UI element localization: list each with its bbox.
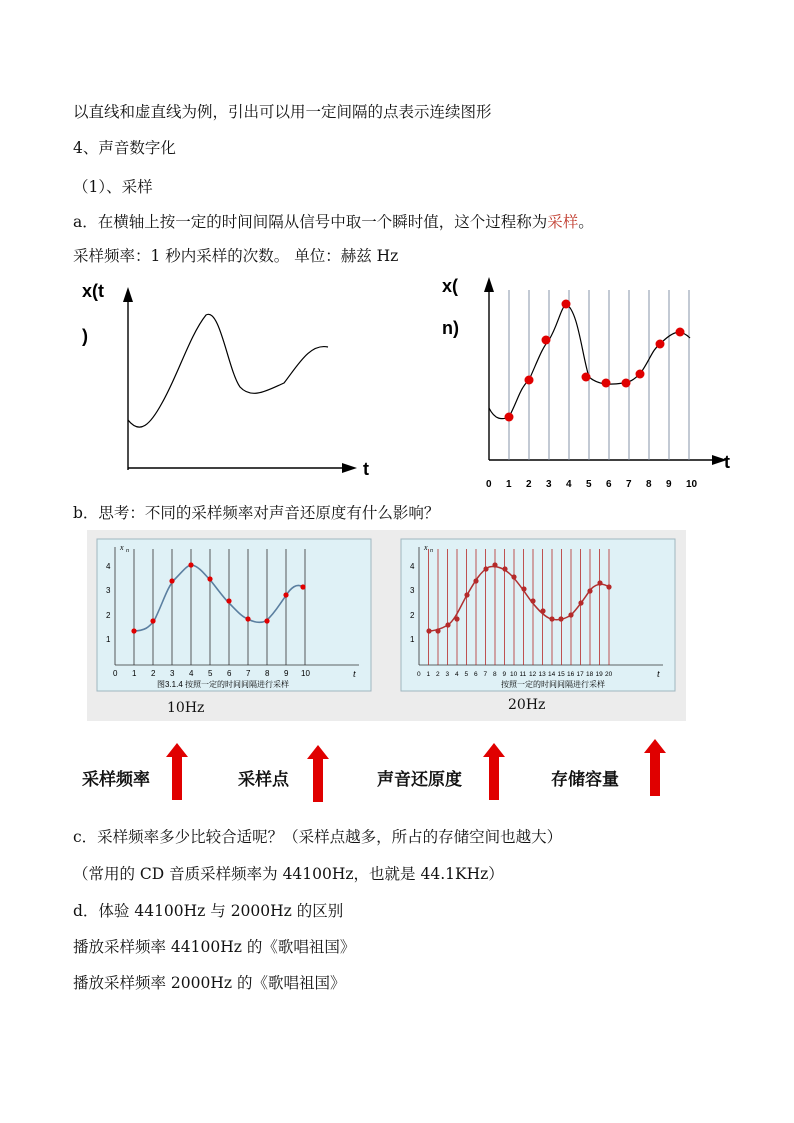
x-tick-label: 8 — [265, 669, 270, 678]
sample-point — [549, 616, 554, 621]
sample-point — [530, 598, 535, 603]
sample-point — [602, 379, 611, 388]
x-tick-label: 2 — [526, 479, 532, 490]
x-tick-label: 7 — [246, 669, 251, 678]
x-tick-label: 6 — [606, 479, 612, 490]
sample-point — [622, 379, 631, 388]
signal-curve — [128, 314, 328, 427]
x-tick-label: 1 — [506, 479, 512, 490]
x-tick-label: 10 — [301, 669, 310, 678]
experience-line: d．体验 44100Hz 与 2000Hz 的区别 — [73, 902, 344, 920]
sample-point — [597, 580, 602, 585]
sample-point — [464, 592, 469, 597]
definition-line — [73, 210, 594, 232]
definition-end: 。 — [578, 213, 594, 231]
sample-point — [568, 612, 573, 617]
text-line-1: 以直线和虚直线为例，引出可以用一定间隔的点表示连续图形 — [73, 103, 492, 121]
figure-caption: 图3.1.4 按照一定的时间间隔进行采样 — [157, 680, 290, 689]
sample-point — [188, 562, 193, 567]
sample-point — [505, 413, 514, 422]
x-tick-label: 9 — [666, 479, 672, 490]
sample-point — [492, 562, 497, 567]
y-axis-subscript: n — [126, 548, 129, 554]
x-axis-label: t — [657, 669, 660, 680]
sample-point — [169, 578, 174, 583]
sample-point — [540, 608, 545, 613]
sample-point — [483, 566, 488, 571]
x-tick-label: 10 — [686, 479, 698, 490]
x-tick-label: 8 — [493, 671, 497, 678]
x-tick-label: 5 — [208, 669, 213, 678]
y-axis-label: x — [120, 543, 124, 552]
sample-point — [207, 576, 212, 581]
x-tick-label: 8 — [646, 479, 652, 490]
subsection-heading: （1）、采样 — [73, 178, 153, 196]
x-tick-label: 3 — [170, 669, 175, 678]
x-tick-label: 4 — [566, 479, 572, 490]
label-10hz: 10Hz — [167, 700, 205, 716]
y-tick-label: 1 — [410, 635, 415, 644]
y-axis-label-bottom: ) — [82, 326, 88, 346]
y-tick-label: 3 — [106, 586, 111, 595]
sample-point — [426, 628, 431, 633]
y-axis-label: x — [424, 543, 428, 552]
x-tick-label: 4 — [189, 669, 194, 678]
definition-text: a．在横轴上按一定的时间间隔从信号中取一个瞬时值，这个过程称为 — [73, 213, 548, 231]
y-tick-label: 4 — [410, 562, 415, 571]
sampled-signal-graph — [440, 270, 750, 495]
cd-quality-note: （常用的 CD 音质采样频率为 44100Hz，也就是 44.1KHz） — [73, 865, 504, 883]
sample-point — [283, 592, 288, 597]
sample-point — [502, 566, 507, 571]
sample-point — [656, 340, 665, 349]
sample-point — [226, 598, 231, 603]
x-tick-label: 18 — [586, 671, 594, 678]
x-tick-label: 13 — [538, 671, 546, 678]
y-tick-label: 3 — [410, 586, 415, 595]
x-tick-label: 19 — [595, 671, 603, 678]
x-tick-label: 7 — [483, 671, 488, 678]
x-tick-label: 1 — [132, 669, 137, 678]
question-c-line: c．采样频率多少比较合适呢？（采样点越多，所占的存储空间也越大） — [73, 828, 563, 846]
x-tick-label: 0 — [486, 479, 492, 490]
panel-10hz — [97, 539, 371, 691]
x-tick-label: 5 — [464, 671, 469, 678]
x-tick-label: 0 — [113, 669, 118, 678]
label-20hz: 20Hz — [508, 697, 546, 713]
up-arrow-icon — [306, 745, 330, 803]
continuous-signal-graph — [70, 275, 370, 485]
x-tick-label: 9 — [502, 671, 507, 678]
play-2000-line: 播放采样频率 2000Hz 的《歌唱祖国》 — [73, 974, 346, 992]
x-tick-label: 1 — [426, 671, 431, 678]
x-tick-label: 12 — [529, 671, 537, 678]
sample-point — [578, 600, 583, 605]
label-storage-capacity: 存储容量 — [551, 770, 619, 790]
x-tick-label: 7 — [626, 479, 632, 490]
panel-20hz — [401, 539, 675, 691]
up-arrow-icon — [643, 739, 667, 797]
sample-point — [525, 376, 534, 385]
x-tick-label: 6 — [227, 669, 232, 678]
x-tick-label: 2 — [151, 669, 156, 678]
up-arrow-icon — [482, 743, 506, 801]
x-axis-label: t — [353, 669, 356, 680]
sample-point — [606, 584, 611, 589]
question-line: b．思考：不同的采样频率对声音还原度有什么影响？ — [73, 504, 440, 522]
sample-point — [445, 622, 450, 627]
y-tick-label: 4 — [106, 562, 111, 571]
x-tick-label: 16 — [567, 671, 575, 678]
y-tick-label: 1 — [106, 635, 111, 644]
x-tick-label: 6 — [474, 671, 478, 678]
x-tick-label: 17 — [576, 671, 584, 678]
x-tick-label: 4 — [455, 671, 459, 678]
play-44100-line: 播放采样频率 44100Hz 的《歌唱祖国》 — [73, 938, 356, 956]
sample-point — [587, 588, 592, 593]
label-sampling-frequency: 采样频率 — [82, 770, 150, 790]
x-tick-label: 5 — [586, 479, 592, 490]
y-axis-label-bottom: n) — [442, 318, 459, 338]
x-tick-label: 20 — [605, 671, 613, 678]
x-tick-label: 10 — [510, 671, 518, 678]
sample-point — [542, 336, 551, 345]
x-tick-label: 15 — [557, 671, 565, 678]
x-axis-label: t — [363, 459, 369, 479]
sample-point — [676, 328, 685, 337]
sample-point — [562, 300, 571, 309]
sample-point — [245, 616, 250, 621]
sample-point — [636, 370, 645, 379]
x-tick-label: 3 — [445, 671, 450, 678]
y-tick-label: 2 — [410, 611, 415, 620]
y-axis-label-top: x(t — [82, 281, 104, 301]
sampling-frequency-line: 采样频率：1 秒内采样的次数。 单位：赫兹 Hz — [73, 247, 399, 265]
sample-point — [521, 586, 526, 591]
x-tick-label: 3 — [546, 479, 552, 490]
sampling-term: 采样 — [547, 213, 579, 231]
x-tick-label: 9 — [284, 669, 289, 678]
y-axis-label-top: x( — [442, 276, 459, 296]
sample-point — [300, 584, 305, 589]
label-sound-fidelity: 声音还原度 — [377, 770, 462, 790]
sample-point — [511, 574, 516, 579]
up-arrow-icon — [165, 743, 189, 801]
y-axis-subscript: n — [430, 548, 433, 554]
sample-point — [454, 616, 459, 621]
sampled-curve — [489, 304, 690, 419]
sample-point — [435, 628, 440, 633]
sample-point — [264, 618, 269, 623]
x-tick-label: 0 — [417, 671, 421, 678]
sample-point — [150, 618, 155, 623]
label-sample-points: 采样点 — [238, 770, 289, 790]
section-heading: 4、声音数字化 — [73, 139, 176, 157]
figure-caption: 按照一定的时间间隔进行采样 — [501, 680, 605, 689]
x-tick-label: 2 — [436, 671, 440, 678]
x-tick-label: 14 — [548, 671, 556, 678]
y-tick-label: 2 — [106, 611, 111, 620]
sample-point — [582, 373, 591, 382]
sample-point — [558, 616, 563, 621]
x-tick-label: 11 — [519, 671, 527, 678]
sample-point — [131, 628, 136, 633]
sample-point — [473, 578, 478, 583]
x-axis-label: t — [724, 452, 730, 472]
